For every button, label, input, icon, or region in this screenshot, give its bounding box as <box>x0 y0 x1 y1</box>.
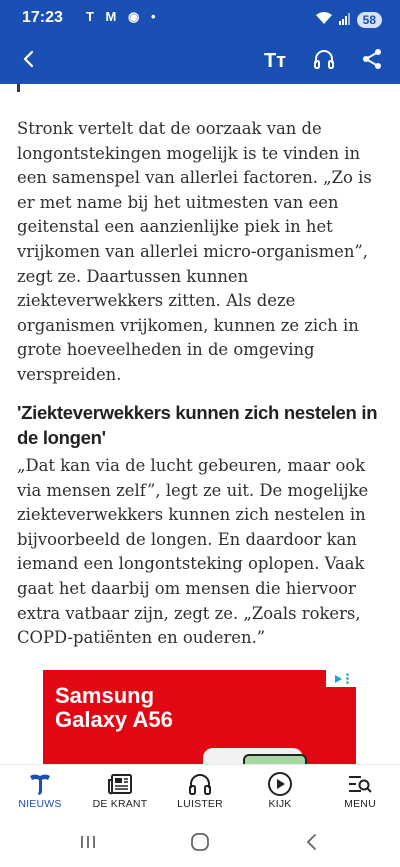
home-icon <box>190 832 210 856</box>
tab-kijk[interactable] <box>240 765 320 821</box>
system-nav-bar <box>0 820 400 867</box>
headphones-icon <box>313 49 335 73</box>
adchoices-button[interactable] <box>326 670 356 687</box>
ad-phone-image <box>203 748 303 764</box>
ad-text <box>55 684 173 732</box>
tab-luister[interactable] <box>160 765 240 821</box>
text-size-icon: Tт <box>263 49 286 72</box>
listen-button[interactable] <box>309 47 339 75</box>
tab-label: KIJK <box>268 798 292 810</box>
adchoices-icon <box>334 670 343 688</box>
recent-apps-button[interactable] <box>73 832 103 856</box>
tab-nieuws[interactable] <box>0 765 80 821</box>
status-right <box>315 10 382 29</box>
play-icon <box>265 771 295 797</box>
newspaper-icon <box>105 771 135 797</box>
status-time: 17:23 <box>22 9 63 26</box>
tab-menu[interactable] <box>320 765 400 821</box>
headphones-icon <box>185 771 215 797</box>
article-paragraph-1: Stronk vertelt dat de oorzaak van de longontstekingen mogelijk is te vinden in een samenspel van allerlei factoren. „Zo is er met name bij het uitmesten van een geitenstal een aanzienlijke piek in het vrijkomen van allerlei micro-organismen”, zegt ze. Daartussen kunnen ziekteverwekkers zitten. Als deze organismen vrijkomen, kunnen ze zich in grote hoeveelheden in de omgeving verspreiden. <box>17 119 372 384</box>
bottom-tab-bar <box>0 764 400 821</box>
ad-line-2: Galaxy A56 <box>55 707 173 732</box>
wifi-icon <box>315 10 333 29</box>
recent-apps-icon <box>80 834 96 854</box>
signal-icon <box>339 10 351 29</box>
system-back-icon <box>305 833 319 855</box>
article-content[interactable] <box>0 84 400 764</box>
ad-menu-icon <box>346 670 349 688</box>
tab-label: NIEUWS <box>18 798 62 810</box>
back-button[interactable] <box>14 47 44 75</box>
tab-label: LUISTER <box>177 798 223 810</box>
advertisement-banner[interactable] <box>43 670 356 764</box>
share-button[interactable] <box>357 47 387 75</box>
ad-line-1: Samsung <box>55 683 155 708</box>
tab-de-krant[interactable] <box>80 765 160 821</box>
menu-search-icon <box>345 771 375 797</box>
share-icon <box>361 48 383 74</box>
system-back-button[interactable] <box>297 832 327 856</box>
telegraaf-logo-icon <box>25 771 55 797</box>
battery-indicator: 58 <box>357 12 382 28</box>
back-icon <box>22 50 36 72</box>
tab-label: DE KRANT <box>92 798 148 810</box>
tab-label: MENU <box>344 798 376 810</box>
status-bar <box>0 0 400 38</box>
article-subheading: 'Ziekteverwekkers kunnen zich nestelen in de longen' <box>17 402 378 448</box>
quote-border <box>17 84 20 92</box>
home-button[interactable] <box>185 832 215 856</box>
ad-phone-camera <box>243 754 307 764</box>
text-size-button[interactable] <box>258 47 292 75</box>
notification-icons: T M ◉ • <box>86 9 160 24</box>
app-bar <box>0 38 400 84</box>
article-paragraph-2: „Dat kan via de lucht gebeuren, maar ook via mensen zelf”, legt ze uit. De mogelijke ziekteverwekkers kunnen zich nestelen in bijvoorbeeld de longen. En daardoor kan iemand een longontsteking oplopen. Vaak gaat het daarbij om mensen die hiervoor extra vatbaar zijn, zegt ze. „Zoals rokers, COPD-patiënten en ouderen.” <box>17 456 369 648</box>
